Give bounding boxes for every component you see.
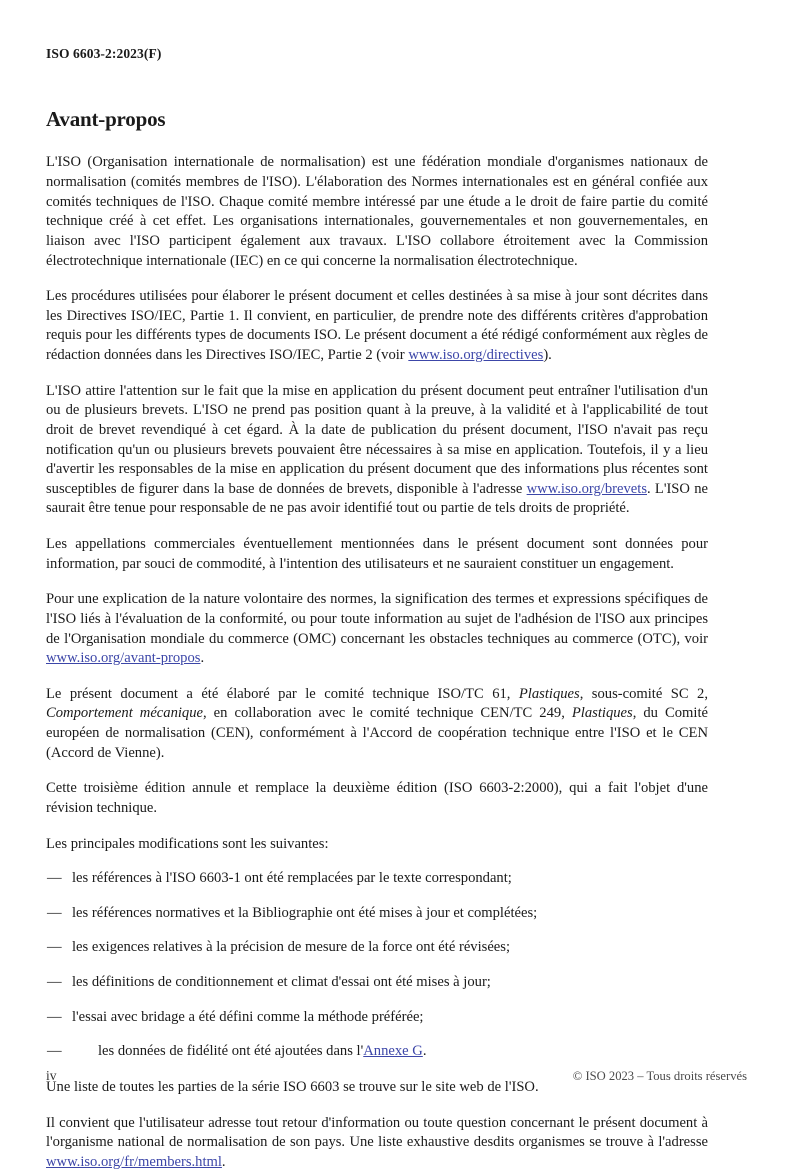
- list-item-label: les références normatives et la Bibliographie ont été mises à jour et complétées;: [72, 905, 537, 921]
- list-item-label-before-link: les données de fidélité ont été ajoutées dans l': [98, 1043, 363, 1059]
- page-content: [46, 0, 708, 1172]
- modifications-list: [46, 869, 708, 1062]
- list-item-label: l'essai avec bridage a été défini comme la méthode préférée;: [72, 1009, 423, 1025]
- paragraph-patents-text-before: L'ISO attire l'attention sur le fait que la mise en application du présent document peut entraîner l'utilisation d'un ou de plusieurs brevets. L'ISO ne prend pas position quant à la preuve, à la validité et à l'applicabilité de tout droit de brevet revendiqué à cet égard. À la date de publication du présent document, l'ISO n'avait pas reçu notification qu'un ou plusieurs brevets pouvaient être nécessaires à sa mise en application. Toutefois, il y a lieu d'avertir les responsables de la mise en application du présent document que des informations plus récentes sont susceptibles de figurer dans la base de données de brevets, disponible à l'adresse: [46, 383, 708, 497]
- list-item-label: les exigences relatives à la précision de mesure de la force ont été révisées;: [72, 939, 510, 955]
- copyright-notice: © ISO 2023 – Tous droits réservés: [573, 1069, 747, 1084]
- paragraph-committee: [46, 685, 708, 764]
- paragraph-procedures-text-before: Les procédures utilisées pour élaborer le présent document et celles destinées à sa mise à jour sont décrites dans les Directives ISO/IEC, Partie 1. Il convient, en particulier, de prendre note des différents critères d'approbation requis pour les différents types de documents ISO. Le présent document a été rédigé conformément aux règles de rédaction données dans les Directives ISO/IEC, Partie 2 (voir: [46, 288, 708, 363]
- link-iso-brevets[interactable]: www.iso.org/brevets: [527, 481, 647, 497]
- em-dash-icon: —: [47, 938, 62, 958]
- document-reference: ISO 6603-2:2023(F): [46, 46, 708, 62]
- paragraph-voluntary-nature: [46, 590, 708, 669]
- page-title: Avant-propos: [46, 107, 708, 132]
- list-item: [46, 869, 708, 889]
- em-dash-icon: —: [47, 1042, 62, 1062]
- list-item-label: les références à l'ISO 6603-1 ont été remplacées par le texte correspondant;: [72, 870, 512, 886]
- list-item-label: les définitions de conditionnement et climat d'essai ont été mises à jour;: [72, 974, 491, 990]
- list-item: [46, 973, 708, 993]
- paragraph-series-parts: Une liste de toutes les parties de la série ISO 6603 se trouve sur le site web de l'ISO.: [46, 1078, 708, 1098]
- em-dash-icon: —: [47, 1008, 62, 1028]
- paragraph-feedback-text-before: Il convient que l'utilisateur adresse tout retour d'information ou toute question concernant le présent document à l'organisme national de normalisation de son pays. Une liste exhaustive desdits organismes se trouve à l'adresse: [46, 1115, 708, 1151]
- paragraph-patents-text-after: . L'ISO ne saurait être tenue pour responsable de ne pas avoir identifié tout ou partie de tels droits de propriété.: [46, 481, 708, 517]
- em-dash-icon: —: [47, 869, 62, 889]
- link-iso-members[interactable]: www.iso.org/fr/members.html: [46, 1154, 222, 1170]
- paragraph-patents: [46, 382, 708, 519]
- list-item: [46, 904, 708, 924]
- link-iso-directives[interactable]: www.iso.org/directives: [408, 347, 543, 363]
- paragraph-voluntary-text-before: Pour une explication de la nature volontaire des normes, la signification des termes et expressions spécifiques de l'ISO liés à l'évaluation de la conformité, ou pour toute information au sujet de l'adhésion de l'ISO aux principes de l'Organisation mondiale du commerce (OMC) concernant les obstacles techniques au commerce (OTC), voir: [46, 591, 708, 646]
- paragraph-procedures-text-after: ).: [543, 347, 552, 363]
- list-item: [46, 938, 708, 958]
- paragraph-voluntary-text-after: .: [200, 650, 204, 666]
- committee-italic-plastiques-2: Plastiques: [572, 705, 633, 721]
- link-annexe-g[interactable]: Annexe G: [363, 1043, 423, 1059]
- paragraph-procedures: [46, 287, 708, 366]
- paragraph-iso-federation: L'ISO (Organisation internationale de normalisation) est une fédération mondiale d'organismes nationaux de normalisation (comités membres de l'ISO). L'élaboration des Normes internationales est en général confiée aux comités techniques de l'ISO. Chaque comité membre intéressé par une étude a le droit de faire partie du comité technique créé à cet effet. Les organisations internationales, gouvernementales et non gouvernementales, en liaison avec l'ISO participent également aux travaux. L'ISO collabore étroitement avec la Commission électrotechnique internationale (IEC) en ce qui concerne la normalisation électrotechnique.: [46, 153, 708, 271]
- committee-segment-4: , du Comité européen de normalisation (CEN), conformément à l'Accord de coopération technique entre l'ISO et le CEN (Accord de Vienne).: [46, 705, 708, 760]
- paragraph-edition-replacement: Cette troisième édition annule et remplace la deuxième édition (ISO 6603-2:2000), qui a fait l'objet d'une révision technique.: [46, 779, 708, 818]
- page-footer: [46, 1068, 747, 1084]
- committee-segment-1: Le présent document a été élaboré par le comité technique ISO/TC 61,: [46, 686, 519, 702]
- paragraph-feedback: [46, 1114, 708, 1172]
- paragraph-trade-names: Les appellations commerciales éventuellement mentionnées dans le présent document sont données pour information, par souci de commodité, à l'intention des utilisateurs et ne sauraient constituer un engagement.: [46, 535, 708, 574]
- link-iso-avant-propos[interactable]: www.iso.org/avant-propos: [46, 650, 200, 666]
- committee-italic-plastiques-1: Plastiques: [519, 686, 580, 702]
- committee-segment-3: , en collaboration avec le comité technique CEN/TC 249,: [203, 705, 572, 721]
- list-item-label-after-link: .: [423, 1043, 427, 1059]
- em-dash-icon: —: [47, 904, 62, 924]
- list-item: [46, 1042, 708, 1062]
- committee-italic-comportement-mecanique: Comportement mécanique: [46, 705, 203, 721]
- list-item: [46, 1008, 708, 1028]
- paragraph-modifications-intro: Les principales modifications sont les suivantes:: [46, 835, 708, 855]
- page-number: iv: [46, 1068, 57, 1084]
- em-dash-icon: —: [47, 973, 62, 993]
- committee-segment-2: , sous-comité SC 2,: [580, 686, 708, 702]
- paragraph-feedback-text-after: .: [222, 1154, 226, 1170]
